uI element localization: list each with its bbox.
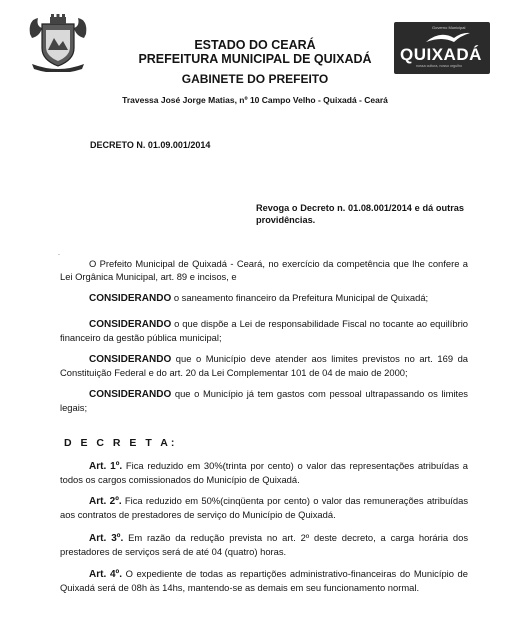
address-line: Travessa José Jorge Matias, nº 10 Campo Velho - Quixadá - Ceará <box>122 95 388 105</box>
article-label: Art. 3º. <box>89 533 124 544</box>
preamble-paragraph <box>60 258 468 283</box>
article-2 <box>60 495 468 521</box>
decree-number: DECRETO N. 01.09.001/2014 <box>90 140 211 150</box>
article-label: Art. 2º. <box>89 496 122 507</box>
article-text: O expediente de todas as repartições administrativo-financeiras do Município de Quixadá será de 08h às 14hs, mantendo-se as demais em seu funcionamento normal. <box>60 568 468 593</box>
considerando-label: CONSIDERANDO <box>89 354 172 365</box>
decreta-heading: D E C R E T A: <box>64 437 178 449</box>
considerando-label: CONSIDERANDO <box>89 389 172 400</box>
decree-ementa: Revoga o Decreto n. 01.08.001/2014 e dá outras providências. <box>256 203 464 225</box>
bird-wings-icon <box>424 30 472 44</box>
article-label: Art. 1º. <box>89 461 123 472</box>
brand-top-text: Governo Municipal <box>432 25 466 30</box>
office-heading: GABINETE DO PREFEITO <box>181 72 329 86</box>
considerando-2 <box>60 318 468 344</box>
article-1 <box>60 460 468 486</box>
state-heading: ESTADO DO CEARÁ <box>194 38 316 52</box>
paper-mark <box>58 254 60 255</box>
considerando-text: que o Município já tem gastos com pessoal ultrapassando os limites legais; <box>60 388 468 413</box>
preamble-text: O Prefeito Municipal de Quixadá - Ceará, no exercício da competência que lhe confere a Lei Orgânica Municipal, art. 89 e incisos, e <box>60 258 468 282</box>
article-text: Em razão da redução prevista no art. 2º deste decreto, a carga horária dos prestadores de serviços será de até 04 (quatro) horas. <box>60 532 469 557</box>
article-4 <box>60 568 468 594</box>
article-text: Fica reduzido em 50%(cinqüenta por cento) o valor das remunerações atribuídas aos contratos de prestadores de serviço do Município de Quixadá. <box>60 495 469 520</box>
article-text: Fica reduzido em 30%(trinta por cento) o valor das representações atribuídas a todos os cargos comissionados do Município de Quixadá. <box>60 460 468 485</box>
article-label: Art. 4º. <box>89 569 122 580</box>
municipal-crest-icon <box>26 14 90 72</box>
considerando-text: o que dispõe a Lei de responsabilidade Fiscal no tocante ao equilíbrio financeiro da gestão pública municipal; <box>60 318 468 343</box>
considerando-1 <box>60 292 468 306</box>
considerando-label: CONSIDERANDO <box>89 293 172 304</box>
brand-tagline: nossa cultura, nosso orgulho <box>416 64 462 68</box>
article-3 <box>60 532 468 558</box>
considerando-text: o saneamento financeiro da Prefeitura Municipal de Quixadá; <box>173 292 429 303</box>
quixada-brand-logo <box>394 22 490 74</box>
brand-name: QUIXADÁ <box>400 45 482 64</box>
considerando-4 <box>60 388 468 414</box>
considerando-text: que o Município deve atender aos limites previstos no art. 169 da Constituição Federal e do art. 20 da Lei Complementar 101 de 04 de maio de 2000; <box>60 353 468 378</box>
prefecture-heading: PREFEITURA MUNICIPAL DE QUIXADÁ <box>138 52 372 66</box>
considerando-label: CONSIDERANDO <box>89 319 172 330</box>
considerando-3 <box>60 353 468 379</box>
